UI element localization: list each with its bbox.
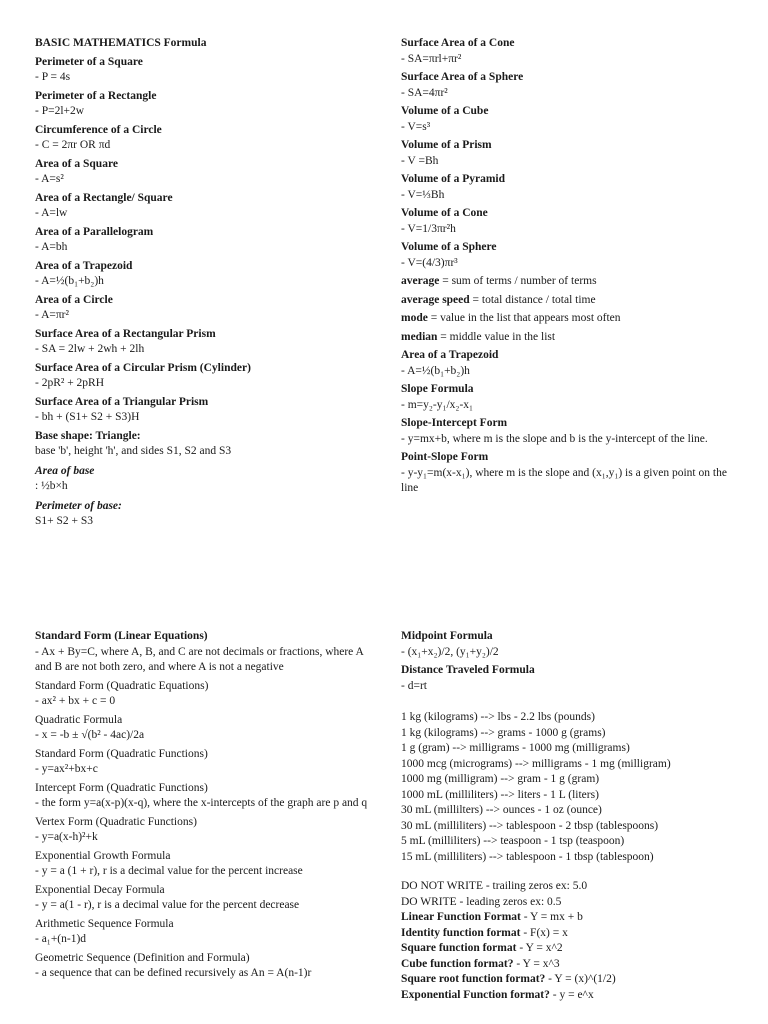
definition-term: average speed	[401, 293, 470, 306]
function-format-value: - Y = mx + b	[520, 911, 583, 923]
formula-heading: Volume of a Cube	[401, 105, 489, 117]
formula-text: - y=a(x-h)²+k	[35, 831, 98, 843]
formula-heading: Base shape: Triangle:	[35, 429, 141, 442]
formula-heading: Surface Area of a Rectangular Prism	[35, 327, 216, 340]
column-basic-formulas	[35, 36, 375, 530]
formula-text: - A=bh	[35, 241, 68, 253]
formula-text: - (x₁+x₂)/2, (y₁+y₂)/2	[401, 645, 499, 658]
formula-heading-plain: Exponential Decay Formula	[35, 883, 165, 896]
function-format	[401, 910, 731, 926]
formula-heading: Volume of a Sphere	[401, 241, 497, 253]
conversion-line: 30 mL (millilters) --> ounces - 1 oz (ounce)	[401, 804, 602, 816]
conversion-line: 1000 mcg (micrograms) --> milligrams - 1 mg (milligram)	[401, 757, 671, 770]
formula-text: S1+ S2 + S3	[35, 515, 94, 527]
function-format	[401, 972, 731, 988]
formula-heading-plain: Intercept Form (Quadratic Functions)	[35, 781, 208, 794]
formula-subheading: Perimeter of base:	[35, 499, 122, 512]
formula-text: - y = a (1 + r), r is a decimal value for the percent increase	[35, 865, 303, 877]
formula-text: - 2pR² + 2pRH	[35, 377, 105, 389]
formula-text: - a₁+(n-1)d	[35, 933, 87, 945]
formula-heading: Slope-Intercept Form	[401, 417, 508, 429]
conversion-line: 1 kg (kilograms) --> grams - 1000 g (grams)	[401, 726, 606, 739]
formula-text: - V =Bh	[401, 154, 439, 167]
formula-text: - V=(4/3)πr³	[401, 256, 458, 269]
formula-heading: Surface Area of a Cone	[401, 37, 515, 49]
column-conversions	[401, 629, 731, 1003]
formula-heading: Area of a Rectangle/ Square	[35, 191, 173, 204]
function-format-name: Identity function format	[401, 926, 521, 939]
function-format-name: Cube function format?	[401, 957, 514, 970]
formula-heading: Surface Area of a Sphere	[401, 71, 524, 83]
statistics-definitions	[401, 274, 731, 345]
conversion-line: 1 g (gram) --> milligrams - 1000 mg (milligrams)	[401, 742, 630, 754]
line-formulas	[401, 348, 731, 497]
function-format	[401, 957, 731, 973]
function-format-value: - Y = (x)^(1/2)	[545, 973, 616, 985]
formula-text: - the form y=a(x-p)(x-q), where the x-intercepts of the graph are p and q	[35, 797, 368, 809]
writing-rule: DO WRITE - leading zeros ex: 0.5	[401, 895, 562, 908]
formula-heading: Circumference of a Circle	[35, 123, 162, 136]
formula-heading: Standard Form (Linear Equations)	[35, 630, 208, 642]
formula-heading: Distance Traveled Formula	[401, 664, 535, 676]
formula-text: - bh + (S1+ S2 + S3)H	[35, 411, 140, 423]
zero-writing-rules	[401, 879, 731, 910]
definition	[401, 311, 731, 327]
function-format-name: Square root function format?	[401, 973, 546, 985]
formula-text: base 'b', height 'h', and sides S1, S2 and S3	[35, 445, 232, 457]
formula-text: - V=s³	[401, 120, 431, 133]
formula-text: - V=1/3πr²h	[401, 222, 456, 235]
formula-heading: BASIC MATHEMATICS Formula	[35, 37, 207, 49]
midpoint-distance-formulas	[401, 629, 731, 694]
formula-text: - y-y₁=m(x-x₁), where m is the slope and (x₁,y₁) is a given point on the line	[401, 466, 727, 494]
formula-text: - C = 2πr OR πd	[35, 139, 111, 151]
formula-heading: Slope Formula	[401, 383, 474, 395]
formula-text: - SA = 2lw + 2wh + 2lh	[35, 343, 145, 355]
definition	[401, 330, 731, 346]
formula-text: - A=½(b₁+b₂)h	[35, 275, 104, 287]
formula-text: - A=lw	[35, 207, 68, 219]
formula-heading: Area of a Parallelogram	[35, 225, 154, 238]
formula-heading-plain: Arithmetic Sequence Formula	[35, 917, 174, 930]
formula-heading: Area of a Square	[35, 157, 118, 170]
function-format-name: Square function format	[401, 942, 517, 954]
definition-term: average	[401, 275, 440, 287]
conversion-line: 1 kg (kilograms) --> lbs - 2.2 lbs (pounds)	[401, 711, 595, 723]
function-format-value: - Y = x^3	[513, 957, 560, 970]
function-format	[401, 926, 731, 942]
formula-heading: Volume of a Cone	[401, 207, 488, 219]
formula-text: - A=s²	[35, 173, 64, 185]
function-format	[401, 941, 731, 957]
conversion-line: 15 mL (milliliters) --> tablespoon - 1 tbsp (tablespoon)	[401, 850, 654, 863]
formula-text: - y = a(1 - r), r is a decimal value for the percent decrease	[35, 899, 300, 911]
formula-text: - P = 4s	[35, 71, 71, 83]
formula-heading: Point-Slope Form	[401, 451, 489, 463]
formula-heading: Perimeter of a Square	[35, 55, 143, 68]
formula-text: - V=⅓Bh	[401, 188, 445, 201]
formula-heading: Surface Area of a Triangular Prism	[35, 395, 209, 408]
definition	[401, 293, 731, 309]
conversion-line: 5 mL (milliliters) --> teaspoon - 1 tsp (teaspoon)	[401, 835, 625, 847]
volume-formulas	[401, 36, 731, 271]
formula-text: - A=πr²	[35, 309, 69, 321]
definition-value: = value in the list that appears most often	[427, 312, 621, 324]
formula-heading: Surface Area of a Circular Prism (Cylinder)	[35, 361, 251, 374]
formula-text: : ½b×h	[35, 480, 68, 492]
function-format-value: - F(x) = x	[520, 926, 568, 939]
formula-heading-plain: Standard Form (Quadratic Equations)	[35, 679, 209, 692]
definition-value: = sum of terms / number of terms	[439, 275, 597, 287]
formula-text: - y=ax²+bx+c	[35, 763, 98, 775]
definition	[401, 274, 731, 290]
definition-value: = total distance / total time	[469, 293, 596, 306]
formula-text: - ax² + bx + c = 0	[35, 695, 116, 707]
formula-subheading: Area of base	[35, 464, 95, 477]
writing-rule: DO NOT WRITE - trailing zeros ex: 5.0	[401, 880, 588, 892]
column-volumes-and-lines	[401, 36, 731, 497]
formula-heading: Area of a Trapezoid	[401, 349, 499, 361]
formula-heading-plain: Vertex Form (Quadratic Functions)	[35, 815, 197, 828]
formula-text: - SA=4πr²	[401, 86, 448, 99]
definition-term: mode	[401, 312, 428, 324]
formula-text: - SA=πrl+πr²	[401, 52, 462, 65]
unit-conversions	[401, 710, 731, 865]
conversion-line: 1000 mL (milliliters) --> liters - 1 L (liters)	[401, 788, 599, 801]
function-format-name: Exponential Function format?	[401, 988, 550, 1001]
formula-heading: Area of a Trapezoid	[35, 259, 133, 272]
formula-heading: Perimeter of a Rectangle	[35, 89, 157, 102]
function-format-value: - y = e^x	[549, 988, 594, 1001]
formula-heading-plain: Standard Form (Quadratic Functions)	[35, 747, 208, 760]
formula-heading: Midpoint Formula	[401, 630, 493, 642]
conversion-line: 1000 mg (milligram) --> gram - 1 g (gram)	[401, 773, 600, 785]
formula-heading: Area of a Circle	[35, 293, 113, 306]
formula-text: - d=rt	[401, 679, 427, 692]
function-format	[401, 988, 731, 1004]
function-formats	[401, 910, 731, 1003]
formula-heading-plain: Exponential Growth Formula	[35, 849, 171, 862]
formula-text: - a sequence that can be defined recursively as An = A(n-1)r	[35, 967, 312, 979]
function-format-name: Linear Function Format	[401, 911, 521, 923]
column-algebra-forms	[35, 629, 375, 982]
definition-value: = middle value in the list	[437, 330, 556, 343]
definition-term: median	[401, 330, 438, 343]
formula-text: - y=mx+b, where m is the slope and b is the y-intercept of the line.	[401, 432, 708, 445]
formula-heading: Volume of a Pyramid	[401, 173, 506, 185]
formula-text: - Ax + By=C, where A, B, and C are not decimals or fractions, where A and B are not both zero, and where A is not a negative	[35, 645, 364, 673]
formula-text: - x = -b ± √(b² - 4ac)/2a	[35, 729, 145, 741]
formula-heading-plain: Geometric Sequence (Definition and Formula)	[35, 951, 250, 964]
formula-heading-plain: Quadratic Formula	[35, 713, 123, 726]
formula-text: - P=2l+2w	[35, 105, 85, 117]
conversion-line: 30 mL (milliliters) --> tablespoon - 2 tbsp (tablespoons)	[401, 819, 659, 832]
formula-text: - m=y₂-y₁/x₂-x₁	[401, 398, 474, 411]
formula-heading: Volume of a Prism	[401, 139, 492, 151]
function-format-value: - Y = x^2	[516, 942, 563, 954]
formula-text: - A=½(b₁+b₂)h	[401, 364, 470, 377]
